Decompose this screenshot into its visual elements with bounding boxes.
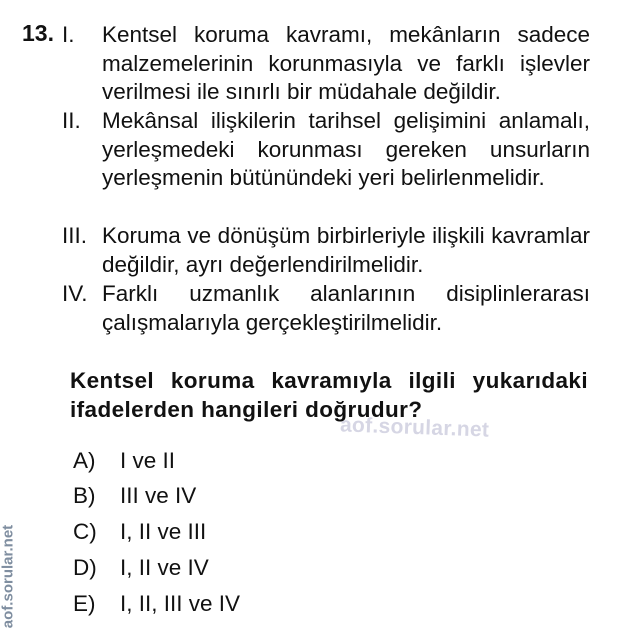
option-text: I, II, III ve IV xyxy=(120,591,241,616)
statement-3 xyxy=(62,222,590,279)
statement-text: Mekânsal ilişkilerin tarihsel gelişimini anlamalı, yerleşmedeki korunması gereken unsurların yerleşmenin bütünündeki yeri belirlenmelidir. xyxy=(102,108,590,191)
option-letter: E) xyxy=(73,591,96,616)
option-letter: D) xyxy=(73,555,97,580)
question-number: 13. xyxy=(22,20,54,46)
option-letter: C) xyxy=(73,519,97,544)
statement-2 xyxy=(62,107,590,193)
option-letter: A) xyxy=(73,448,96,473)
watermark-center: aof.sorular.net xyxy=(339,413,490,442)
statement-roman: II. xyxy=(62,108,81,133)
statement-roman: I. xyxy=(62,22,75,47)
option-text: I, II ve IV xyxy=(120,555,209,580)
statement-text: Koruma ve dönüşüm birbirleriyle ilişkili kavramlar değildir, ayrı değerlendirilmelidir. xyxy=(102,223,590,277)
option-letter: B) xyxy=(73,483,96,508)
question-stem: Kentsel koruma kavramıyla ilgili yukarıdaki ifadelerden hangileri doğrudur? xyxy=(70,368,588,422)
option-text: I ve II xyxy=(120,448,176,473)
statement-roman: IV. xyxy=(62,281,88,306)
statement-1 xyxy=(62,21,590,107)
statement-4 xyxy=(62,280,590,337)
watermark-side: aof.sorular.net xyxy=(0,524,17,629)
statement-text: Kentsel koruma kavramı, mekânların sadece malzemelerinin korunmasıyla ve farklı işlevler verilmesi ile sınırlı bir müdahale değildir. xyxy=(102,22,590,105)
option-text: I, II ve III xyxy=(120,519,207,544)
option-text: III ve IV xyxy=(120,483,197,508)
statement-text: Farklı uzmanlık alanlarının disiplinlerarası çalışmalarıyla gerçekleştirilmelidir. xyxy=(102,281,590,335)
statement-roman: III. xyxy=(62,223,88,248)
